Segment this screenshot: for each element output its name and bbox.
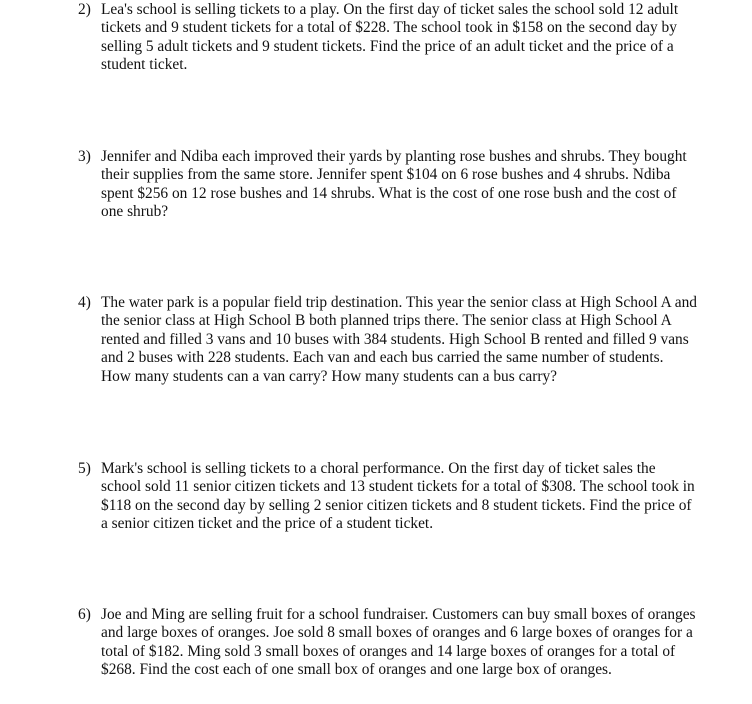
problem-line: The water park is a popular field trip destination. This year the senior class at High School A and xyxy=(101,294,697,311)
problem-number: 4) xyxy=(78,294,91,311)
problem-line: $118 on the second day by selling 2 senior citizen tickets and 8 student tickets. Find the price of xyxy=(101,496,692,514)
problem-line: total of $182. Ming sold 3 small boxes of oranges and 14 large boxes of oranges for a total of xyxy=(101,642,676,660)
problem-line: and large boxes of oranges. Joe sold 8 small boxes of oranges and 6 large boxes of oranges for a xyxy=(101,624,693,642)
problem-line: How many students can a van carry? How many students can a bus carry? xyxy=(101,367,558,385)
problem-text xyxy=(101,460,732,534)
problem-line: tickets and 9 student tickets for a total of $228. The school took in $158 on the second day by xyxy=(101,19,677,37)
problem-line: $268. Find the cost each of one small box of oranges and one large box of oranges. xyxy=(101,661,612,679)
problem-text xyxy=(101,148,732,222)
problem-2 xyxy=(78,1,732,75)
problem-number: 3) xyxy=(78,148,91,165)
problem-line: selling 5 adult tickets and 9 student tickets. Find the price of an adult ticket and the price of a xyxy=(101,37,674,55)
problem-line: Jennifer and Ndiba each improved their yards by planting rose bushes and shrubs. They bought xyxy=(101,148,687,165)
problem-line: Mark's school is selling tickets to a choral performance. On the first day of ticket sales the xyxy=(101,460,656,477)
problem-line: and 2 buses with 228 students. Each van and each bus carried the same number of students. xyxy=(101,349,664,367)
problem-line: the senior class at High School B both planned trips there. The senior class at High School A xyxy=(101,312,672,330)
problem-text xyxy=(101,294,732,386)
problem-line: Lea's school is selling tickets to a play. On the first day of ticket sales the school sold 12 adult xyxy=(101,1,679,18)
problem-number: 5) xyxy=(78,460,91,477)
problem-line: rented and filled 3 vans and 10 buses with 384 students. High School B rented and filled 9 vans xyxy=(101,330,689,348)
problem-text xyxy=(101,1,732,75)
problem-line: their supplies from the same store. Jennifer spent $104 on 6 rose bushes and 4 shrubs. Ndiba xyxy=(101,166,671,184)
problem-3 xyxy=(78,148,732,222)
problem-line: Joe and Ming are selling fruit for a school fundraiser. Customers can buy small boxes of oranges xyxy=(101,606,696,623)
problem-6 xyxy=(78,606,732,680)
problem-text xyxy=(101,606,732,680)
problem-line: a senior citizen ticket and the price of a student ticket. xyxy=(101,515,434,533)
problem-number: 2) xyxy=(78,1,91,18)
problem-line: school sold 11 senior citizen tickets and 13 student tickets for a total of $308. The school took in xyxy=(101,478,695,496)
problem-line: student ticket. xyxy=(101,56,188,74)
problem-number: 6) xyxy=(78,606,91,623)
problem-line: spent $256 on 12 rose bushes and 14 shrubs. What is the cost of one rose bush and the cost of xyxy=(101,184,677,202)
problem-5 xyxy=(78,460,732,534)
problem-line: one shrub? xyxy=(101,203,169,221)
problem-4 xyxy=(78,294,732,386)
